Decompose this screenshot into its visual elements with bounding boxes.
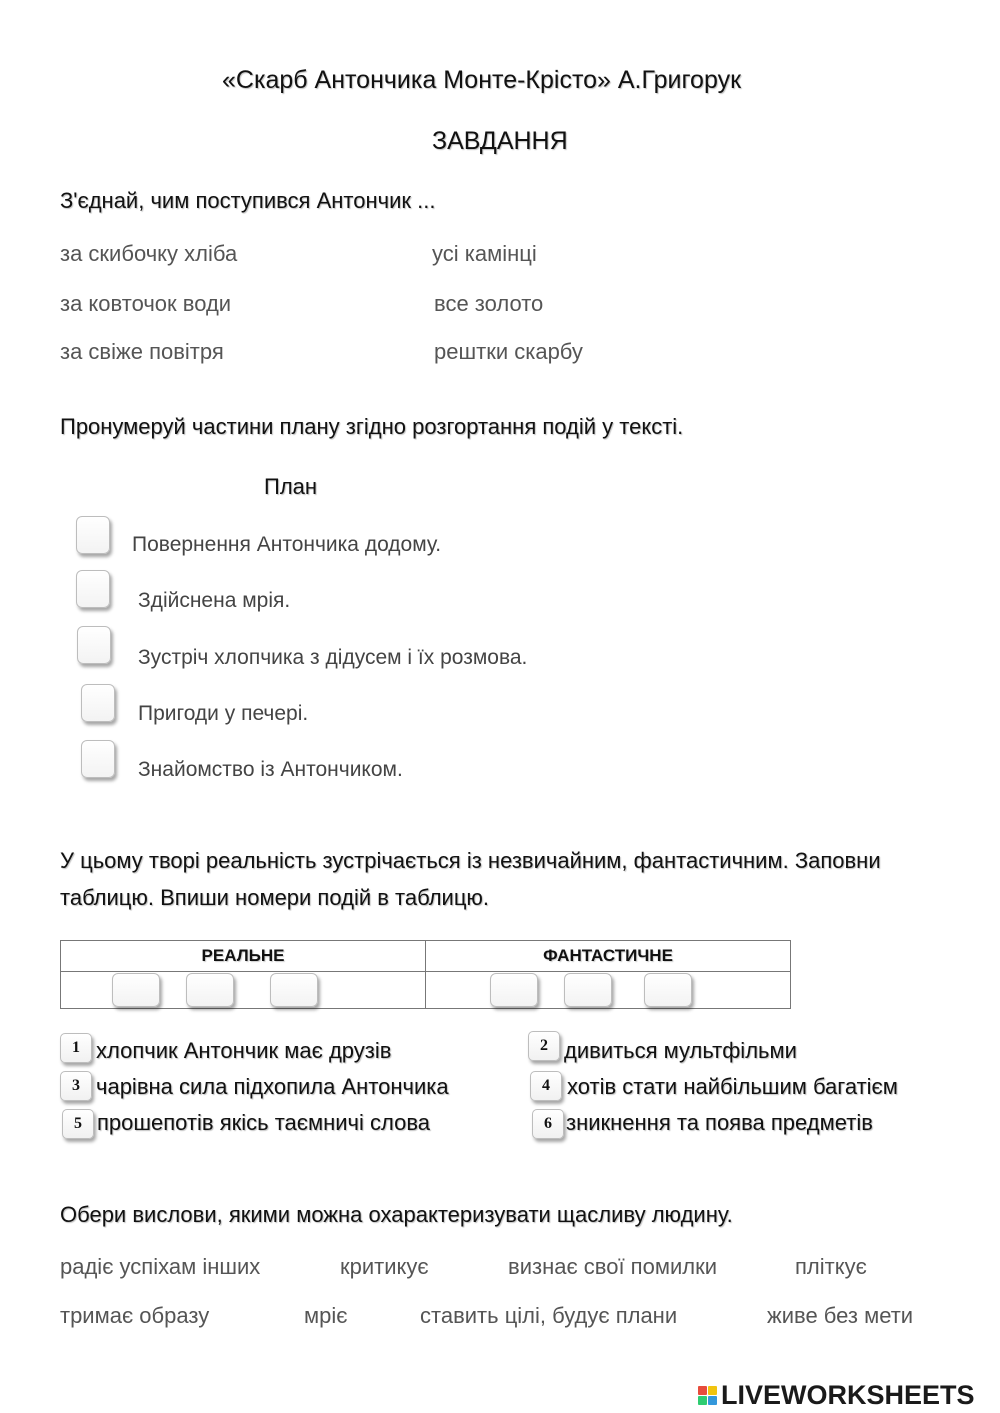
event-number-badge[interactable]: 5 xyxy=(62,1109,94,1139)
plan-order-input[interactable] xyxy=(77,626,111,664)
trait-option[interactable]: мріє xyxy=(304,1303,348,1328)
real-answer-input[interactable] xyxy=(270,973,318,1007)
task2-heading: Пронумеруй частини плану згідно розгортання подій у тексті. xyxy=(60,414,684,439)
match-right-item[interactable]: усі камінці xyxy=(432,241,537,266)
plan-order-input[interactable] xyxy=(76,570,110,608)
event-number-badge[interactable]: 3 xyxy=(60,1071,92,1101)
trait-option[interactable]: визнає свої помилки xyxy=(508,1254,717,1279)
trait-option[interactable]: пліткує xyxy=(795,1254,867,1279)
event-text: прошепотів якісь таємничі слова xyxy=(97,1110,431,1135)
plan-item: Пригоди у печері. xyxy=(138,702,309,725)
event-text: хотів стати найбільшим багатієм xyxy=(567,1074,898,1099)
match-left-item[interactable]: за свіже повітря xyxy=(60,339,224,364)
task3-heading-line1: У цьому творі реальність зустрічається із незвичайним, фантастичним. Заповни xyxy=(60,848,881,873)
logo-square xyxy=(708,1396,717,1405)
real-answer-input[interactable] xyxy=(112,973,160,1007)
plan-item: Здійснена мрія. xyxy=(138,589,291,612)
match-right-item[interactable]: рештки скарбу xyxy=(434,339,583,364)
fantastic-answer-input[interactable] xyxy=(644,973,692,1007)
match-left-item[interactable]: за ковточок води xyxy=(60,291,232,316)
logo-text: LIVEWORKSHEETS xyxy=(721,1380,975,1410)
task1-heading: З'єднай, чим поступився Антончик ... xyxy=(60,188,436,213)
match-left-item[interactable]: за скибочку хліба xyxy=(60,241,238,266)
column-real-header: РЕАЛЬНЕ xyxy=(61,941,426,972)
plan-item: Зустріч хлопчика з дідусем і їх розмова. xyxy=(138,646,528,669)
plan-item: Знайомство із Антончиком. xyxy=(138,758,403,781)
event-number-badge[interactable]: 6 xyxy=(532,1109,564,1139)
logo-square xyxy=(708,1386,717,1395)
trait-option[interactable]: критикує xyxy=(340,1254,429,1279)
task3-heading-line2: таблицю. Впиши номери подій в таблицю. xyxy=(60,885,490,910)
trait-option[interactable]: живе без мети xyxy=(767,1303,914,1328)
event-number-badge[interactable]: 1 xyxy=(60,1033,92,1063)
fantastic-answer-input[interactable] xyxy=(490,973,538,1007)
logo-square xyxy=(698,1396,707,1405)
fantastic-answer-input[interactable] xyxy=(564,973,612,1007)
real-answer-input[interactable] xyxy=(186,973,234,1007)
event-text: чарівна сила підхопила Антончика xyxy=(96,1074,449,1099)
plan-order-input[interactable] xyxy=(76,516,110,554)
trait-option[interactable]: ставить цілі, будує плани xyxy=(420,1303,678,1328)
event-text: хлопчик Антончик має друзів xyxy=(96,1038,392,1063)
column-fantastic-header: ФАНТАСТИЧНЕ xyxy=(426,941,791,972)
liveworksheets-logo xyxy=(698,1380,975,1411)
logo-mark-icon xyxy=(698,1386,717,1405)
event-number-badge[interactable]: 2 xyxy=(528,1031,560,1061)
plan-title: План xyxy=(264,474,318,499)
event-text: дивиться мультфільми xyxy=(564,1038,797,1063)
plan-order-input[interactable] xyxy=(81,684,115,722)
trait-option[interactable]: радіє успіхам інших xyxy=(60,1254,261,1279)
plan-item: Повернення Антончика додому. xyxy=(132,533,442,556)
page-title: «Скарб Антончика Монте-Крісто» А.Григорук xyxy=(222,66,742,94)
logo-square xyxy=(698,1386,707,1395)
event-number-badge[interactable]: 4 xyxy=(530,1071,562,1101)
page-subtitle: ЗАВДАННЯ xyxy=(432,127,568,155)
event-text: зникнення та поява предметів xyxy=(566,1110,873,1135)
trait-option[interactable]: тримає образу xyxy=(60,1303,210,1328)
plan-order-input[interactable] xyxy=(81,740,115,778)
task4-heading: Обери вислови, якими можна охарактеризувати щасливу людину. xyxy=(60,1202,733,1227)
match-right-item[interactable]: все золото xyxy=(434,291,544,316)
